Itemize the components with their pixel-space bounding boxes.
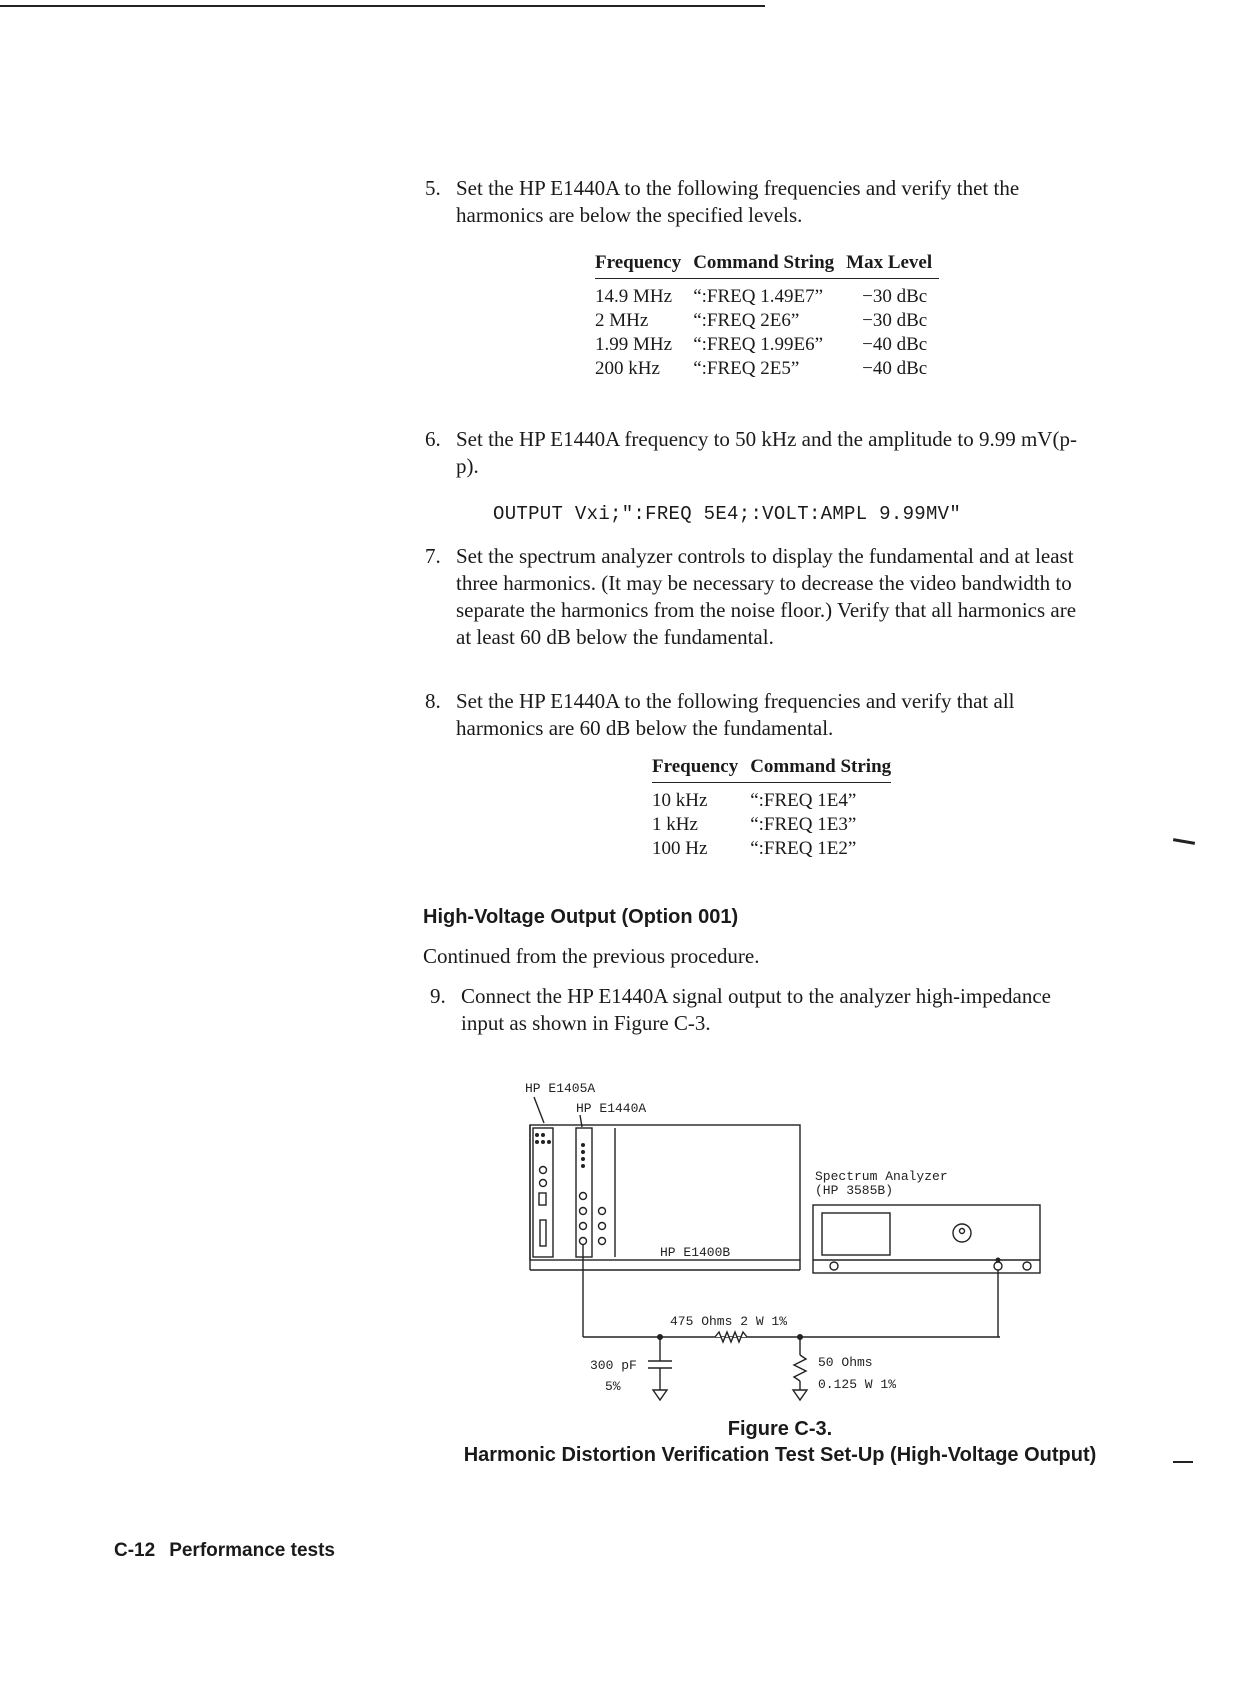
table-cell: “:FREQ 1E3” bbox=[750, 814, 857, 835]
analyzer-model: (HP 3585B) bbox=[815, 1183, 894, 1198]
table-header: Command String bbox=[693, 252, 846, 279]
table-cell: 2 MHz bbox=[595, 310, 649, 331]
step-7 bbox=[425, 543, 1085, 651]
step-9 bbox=[430, 983, 1090, 1037]
series-resistor-symbol bbox=[715, 1332, 747, 1342]
label-e1440a: HP E1440A bbox=[576, 1101, 647, 1116]
table-cell: −30 dBc bbox=[862, 286, 928, 307]
table-cell: −40 dBc bbox=[862, 334, 928, 355]
capacitor-tolerance: 5% bbox=[605, 1379, 621, 1394]
table-cell: 200 kHz bbox=[595, 358, 660, 379]
step-6 bbox=[425, 426, 1085, 480]
section-name: Performance tests bbox=[169, 1540, 335, 1561]
table-cell: −30 dBc bbox=[862, 310, 928, 331]
table-cell: 100 Hz bbox=[652, 838, 708, 859]
shunt-resistor-rating: 0.125 W 1% bbox=[818, 1377, 897, 1392]
table-cell: “:FREQ 2E5” bbox=[693, 358, 800, 379]
harmonic-levels-table bbox=[595, 252, 939, 381]
capacitor-value: 300 pF bbox=[590, 1358, 637, 1373]
table-cell: 10 kHz bbox=[652, 790, 708, 811]
label-e1405a: HP E1405A bbox=[525, 1081, 596, 1096]
step-5 bbox=[425, 175, 1085, 229]
series-resistor-label: 475 Ohms 2 W 1% bbox=[670, 1314, 788, 1329]
table-cell: “:FREQ 1E4” bbox=[750, 790, 857, 811]
table-cell: “:FREQ 1E2” bbox=[750, 838, 857, 859]
table-header: Frequency bbox=[652, 756, 750, 783]
step-number: 5. bbox=[425, 176, 441, 200]
margin-mark bbox=[1173, 1461, 1193, 1463]
step-text: Connect the HP E1440A signal output to the analyzer high-impedance input as shown in Figure C-3. bbox=[461, 984, 1051, 1035]
step-number: 8. bbox=[425, 689, 441, 713]
margin-mark bbox=[1173, 838, 1195, 845]
figure-caption: Harmonic Distortion Verification Test Set-Up (High-Voltage Output) bbox=[463, 1444, 1097, 1466]
table-cell: 1.99 MHz bbox=[595, 334, 673, 355]
table-cell: −40 dBc bbox=[862, 358, 928, 379]
table-header: Command String bbox=[750, 756, 891, 783]
step-number: 9. bbox=[430, 984, 446, 1008]
section-heading: High-Voltage Output (Option 001) bbox=[423, 906, 739, 928]
shunt-resistor-symbol bbox=[794, 1355, 806, 1381]
table-header: Max Level bbox=[846, 252, 939, 279]
spectrum-analyzer bbox=[813, 1205, 1040, 1273]
step-number: 6. bbox=[425, 427, 441, 451]
label-e1400b: HP E1400B bbox=[660, 1245, 731, 1260]
table-row bbox=[595, 309, 939, 333]
table-row bbox=[595, 279, 939, 310]
page-number: C-12 bbox=[114, 1540, 156, 1561]
step-8 bbox=[425, 688, 1085, 742]
step-number: 7. bbox=[425, 544, 441, 568]
section-intro: Continued from the previous procedure. bbox=[423, 944, 760, 968]
table-cell: “:FREQ 2E6” bbox=[693, 310, 800, 331]
top-rule bbox=[0, 5, 765, 7]
page-footer bbox=[114, 1540, 349, 1562]
step-text: Set the HP E1440A to the following frequencies and verify thet the harmonics are below the specified levels. bbox=[456, 176, 1020, 227]
shunt-resistor-label: 50 Ohms bbox=[818, 1355, 873, 1370]
analyzer-label: Spectrum Analyzer bbox=[815, 1169, 948, 1184]
table-cell: “:FREQ 1.99E6” bbox=[693, 334, 824, 355]
table-cell: “:FREQ 1.49E7” bbox=[693, 286, 824, 307]
step-text: Set the spectrum analyzer controls to display the fundamental and at least three harmonics. (It may be necessary to decrease the video bandwidth to separate the harmonics from the noise floor.) Verify that all harmonics are at least 60 dB below the fundamental. bbox=[456, 544, 1077, 649]
test-setup-diagram bbox=[520, 1075, 1060, 1420]
table-row bbox=[595, 357, 939, 381]
mainframe-outline bbox=[530, 1125, 800, 1260]
frequency-table bbox=[652, 756, 891, 861]
table-cell: 1 kHz bbox=[652, 814, 698, 835]
table-cell: 14.9 MHz bbox=[595, 286, 673, 307]
code-line: OUTPUT Vxi;":FREQ 5E4;:VOLT:AMPL 9.99MV" bbox=[493, 503, 962, 525]
table-row bbox=[652, 813, 891, 837]
table-row bbox=[652, 783, 891, 814]
table-row bbox=[595, 333, 939, 357]
analyzer-screen bbox=[822, 1213, 890, 1255]
step-text: Set the HP E1440A to the following frequencies and verify that all harmonics are 60 dB below the fundamental. bbox=[456, 689, 1015, 740]
table-row bbox=[652, 837, 891, 861]
step-text: Set the HP E1440A frequency to 50 kHz and the amplitude to 9.99 mV(p-p). bbox=[456, 427, 1077, 478]
figure-number: Figure C-3. bbox=[727, 1418, 833, 1440]
table-header: Frequency bbox=[595, 252, 693, 279]
